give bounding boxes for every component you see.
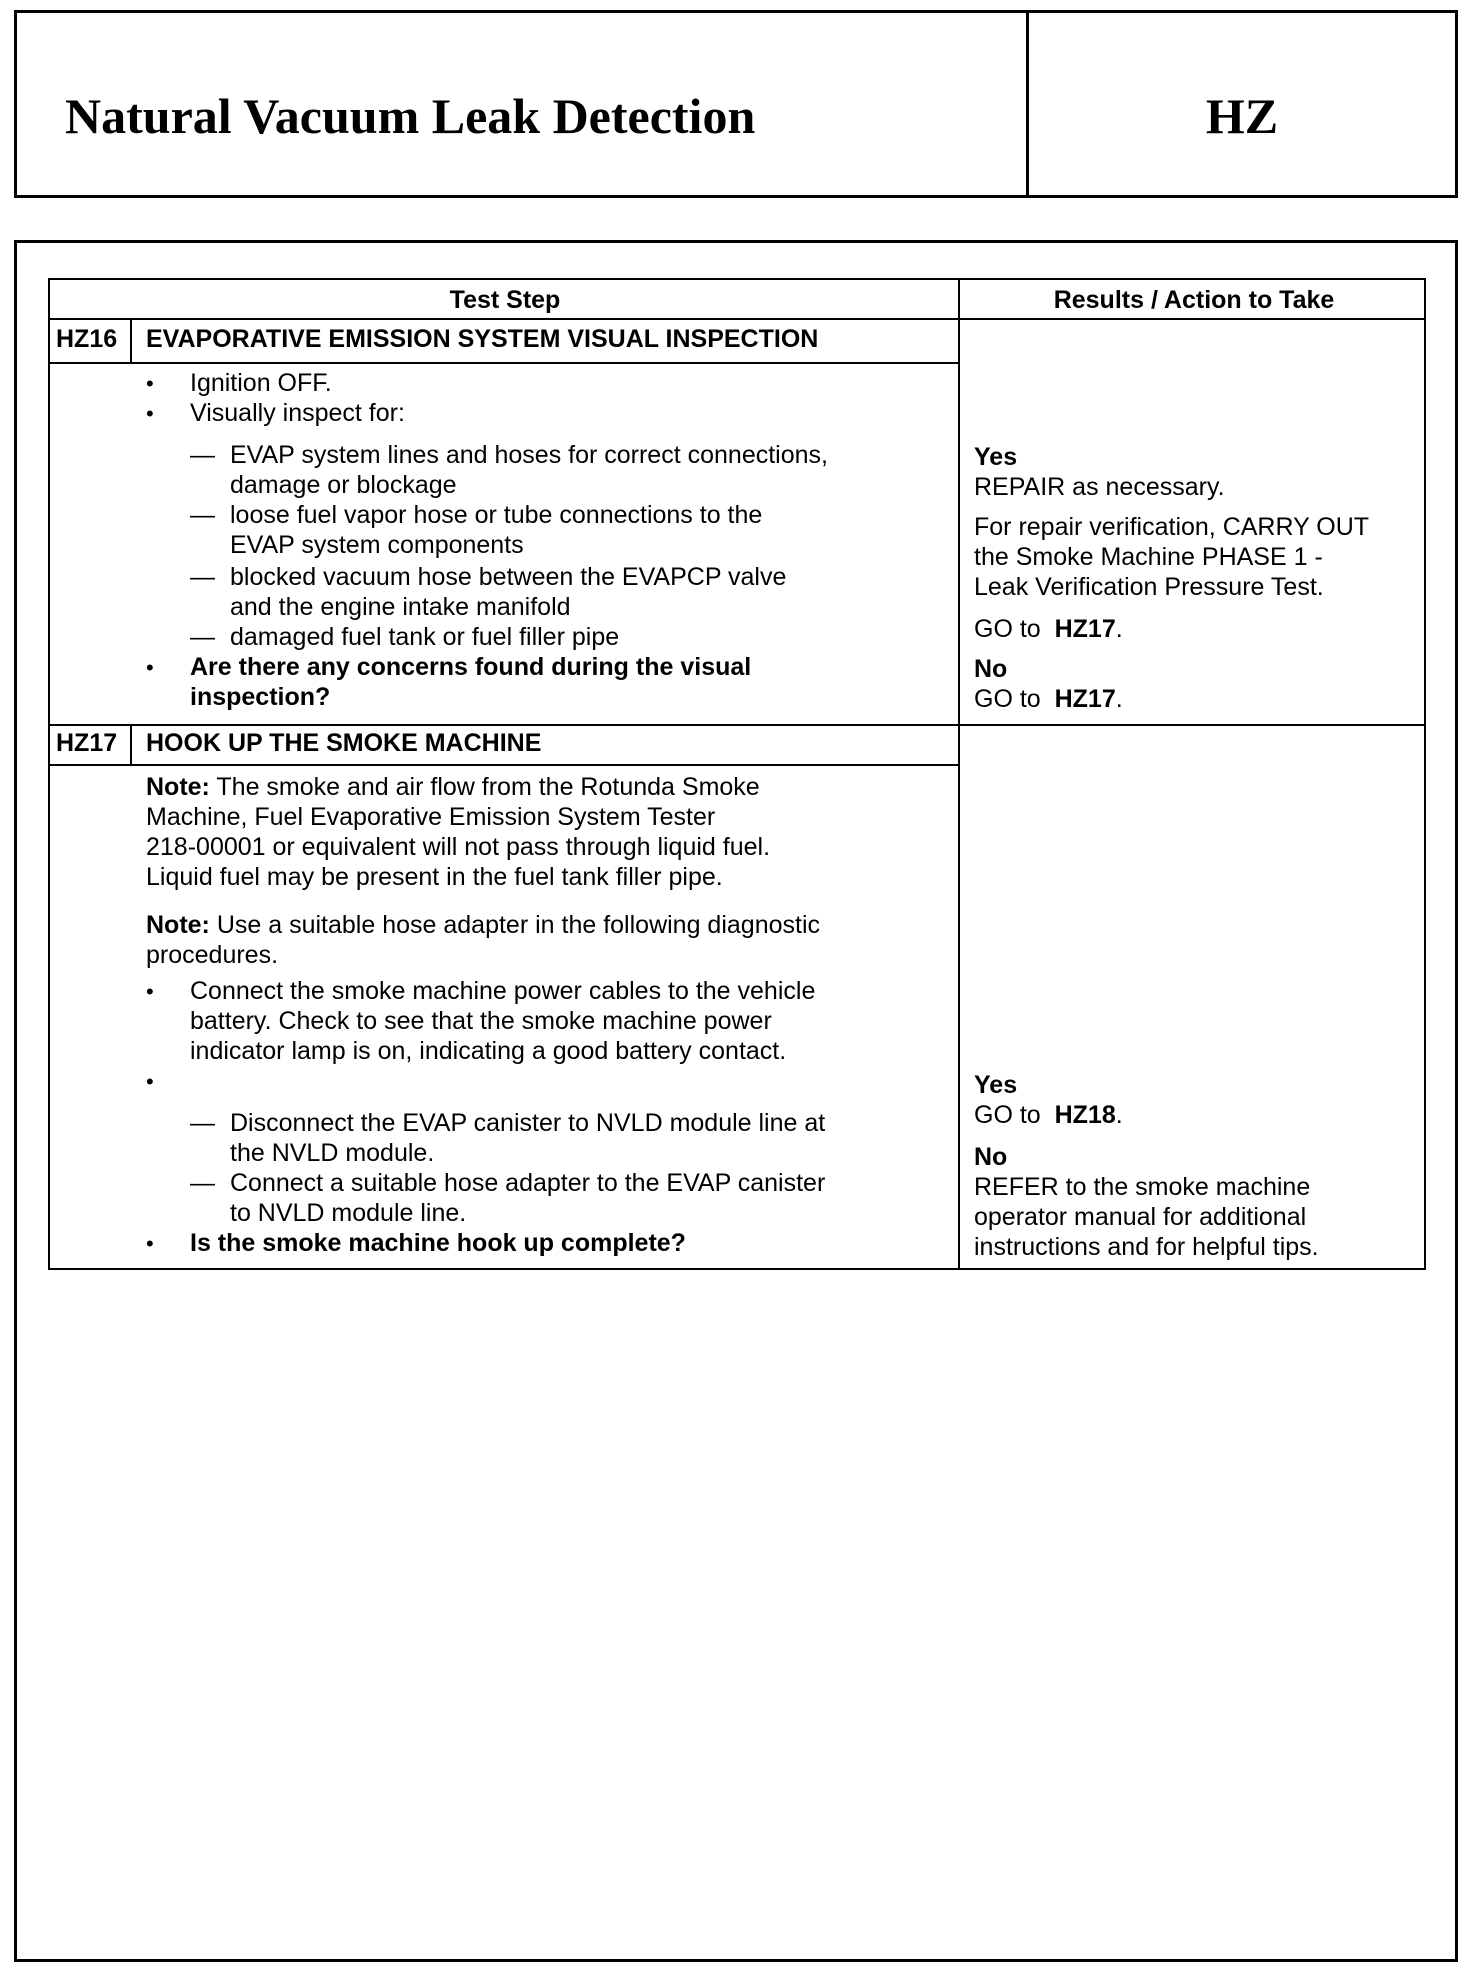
hz17-title-divider bbox=[50, 764, 958, 766]
step-text: Connect the smoke machine power cables to the vehicle bbox=[190, 977, 816, 1005]
note-text: The smoke and air flow from the Rotunda Smoke bbox=[216, 773, 760, 801]
dash: — bbox=[190, 501, 215, 529]
column-header-test-step: Test Step bbox=[449, 286, 561, 314]
note-text: Use a suitable hose adapter in the following diagnostic bbox=[216, 911, 821, 939]
hz17-id-divider bbox=[130, 724, 132, 764]
step-question: inspection? bbox=[190, 683, 331, 711]
bullet: • bbox=[146, 371, 154, 396]
goto-step-ref[interactable]: HZ17 bbox=[1054, 615, 1116, 643]
note-line bbox=[146, 910, 820, 940]
column-divider bbox=[958, 280, 960, 1268]
result-text: REPAIR as necessary. bbox=[974, 473, 1225, 501]
dash: — bbox=[190, 563, 215, 591]
step-divider bbox=[50, 724, 1424, 726]
goto-prefix: GO to bbox=[974, 615, 1041, 643]
step-id: HZ17 bbox=[56, 729, 118, 757]
step-text: loose fuel vapor hose or tube connections to the bbox=[230, 501, 763, 529]
result-text: the Smoke Machine PHASE 1 - bbox=[974, 543, 1323, 571]
step-title: EVAPORATIVE EMISSION SYSTEM VISUAL INSPECTION bbox=[146, 325, 819, 353]
result-no-label: No bbox=[974, 655, 1008, 683]
step-text: Connect a suitable hose adapter to the EVAP canister bbox=[230, 1169, 826, 1197]
step-text: indicator lamp is on, indicating a good battery contact. bbox=[190, 1037, 787, 1065]
result-text: Leak Verification Pressure Test. bbox=[974, 573, 1324, 601]
bullet: • bbox=[146, 1231, 154, 1256]
dash: — bbox=[190, 623, 215, 651]
result-text: operator manual for additional bbox=[974, 1203, 1307, 1231]
bullet: • bbox=[146, 979, 154, 1004]
step-question: Is the smoke machine hook up complete? bbox=[190, 1229, 686, 1257]
step-text: Ignition OFF. bbox=[190, 369, 332, 397]
page-header bbox=[14, 10, 1458, 198]
goto-step-ref[interactable]: HZ17 bbox=[1054, 685, 1116, 713]
goto-period: . bbox=[1115, 615, 1123, 643]
step-id: HZ16 bbox=[56, 325, 118, 353]
step-text: and the engine intake manifold bbox=[230, 593, 571, 621]
bullet: • bbox=[146, 1069, 154, 1094]
result-goto bbox=[974, 614, 1123, 644]
note-text: procedures. bbox=[146, 941, 279, 969]
column-header-results: Results / Action to Take bbox=[1053, 286, 1335, 314]
goto-prefix: GO to bbox=[974, 1101, 1041, 1129]
step-text: battery. Check to see that the smoke machine power bbox=[190, 1007, 772, 1035]
note-label: Note: bbox=[146, 773, 210, 801]
step-title: HOOK UP THE SMOKE MACHINE bbox=[146, 729, 542, 757]
note-line bbox=[146, 772, 760, 802]
result-goto bbox=[974, 684, 1123, 714]
note-label: Note: bbox=[146, 911, 210, 939]
dash: — bbox=[190, 1109, 215, 1137]
step-text: damaged fuel tank or fuel filler pipe bbox=[230, 623, 620, 651]
step-text: blocked vacuum hose between the EVAPCP valve bbox=[230, 563, 787, 591]
dash: — bbox=[190, 1169, 215, 1197]
hz16-id-divider bbox=[130, 318, 132, 362]
goto-prefix: GO to bbox=[974, 685, 1041, 713]
note-text: Machine, Fuel Evaporative Emission System Tester bbox=[146, 803, 716, 831]
result-yes-label: Yes bbox=[974, 1071, 1018, 1099]
page-title: Natural Vacuum Leak Detection bbox=[65, 88, 756, 144]
step-text: damage or blockage bbox=[230, 471, 457, 499]
result-yes-label: Yes bbox=[974, 443, 1018, 471]
step-text: EVAP system components bbox=[230, 531, 524, 559]
step-text: the NVLD module. bbox=[230, 1139, 435, 1167]
result-no-label: No bbox=[974, 1143, 1008, 1171]
result-text: For repair verification, CARRY OUT bbox=[974, 513, 1370, 541]
result-text: REFER to the smoke machine bbox=[974, 1173, 1311, 1201]
goto-period: . bbox=[1115, 685, 1123, 713]
step-text: Visually inspect for: bbox=[190, 399, 405, 427]
dash: — bbox=[190, 441, 215, 469]
bullet: • bbox=[146, 655, 154, 680]
step-text: to NVLD module line. bbox=[230, 1199, 467, 1227]
note-text: Liquid fuel may be present in the fuel tank filler pipe. bbox=[146, 863, 723, 891]
note-text: 218-00001 or equivalent will not pass through liquid fuel. bbox=[146, 833, 771, 861]
hz16-title-divider bbox=[50, 362, 958, 364]
header-row-divider bbox=[50, 318, 1424, 320]
diagnostic-table bbox=[48, 278, 1426, 1270]
step-question: Are there any concerns found during the visual bbox=[190, 653, 752, 681]
bullet: • bbox=[146, 401, 154, 426]
result-text: instructions and for helpful tips. bbox=[974, 1233, 1319, 1261]
step-text: Disconnect the EVAP canister to NVLD module line at bbox=[230, 1109, 826, 1137]
step-text: EVAP system lines and hoses for correct connections, bbox=[230, 441, 828, 469]
goto-period: . bbox=[1115, 1101, 1123, 1129]
result-goto bbox=[974, 1100, 1123, 1130]
goto-step-ref[interactable]: HZ18 bbox=[1054, 1101, 1116, 1129]
section-code: HZ bbox=[1205, 88, 1279, 144]
